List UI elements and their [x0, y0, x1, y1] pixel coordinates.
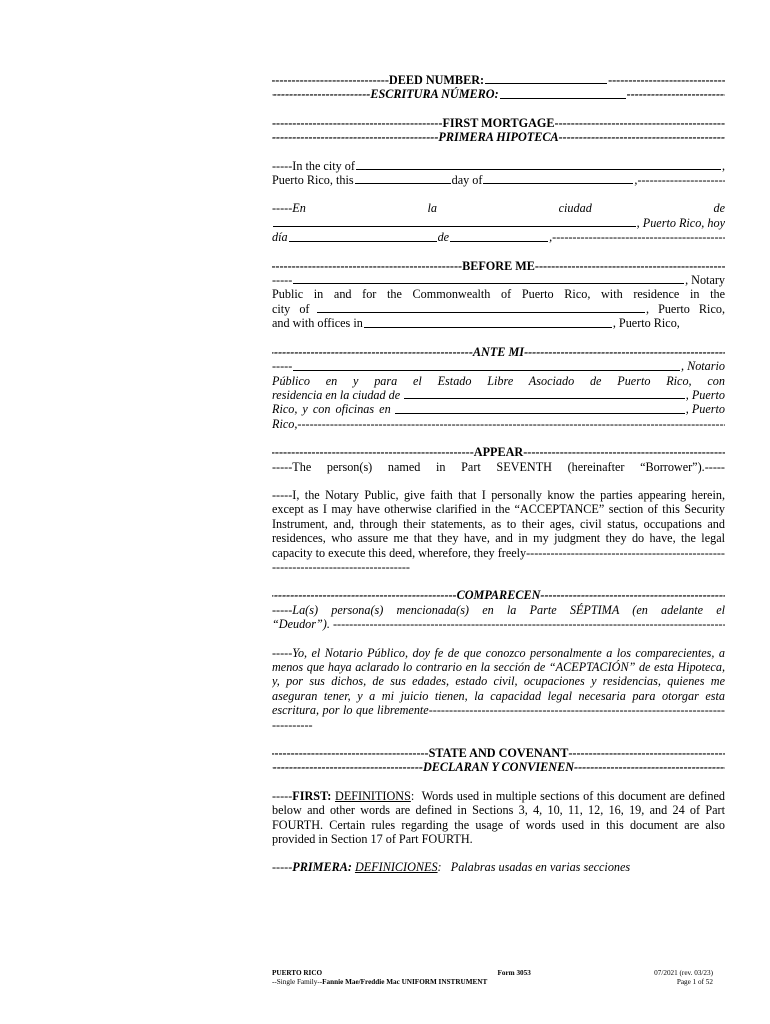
definitions-title: DEFINITIONS [335, 788, 411, 803]
ante-mi-line1: ----- , Notario [272, 359, 725, 374]
city-es-line1: -----En la ciudad de [272, 201, 725, 216]
before-me-line4: and with offices in , Puerto Rico, [272, 316, 680, 331]
day-blank[interactable] [355, 173, 451, 184]
city-en-line1: -----In the city of , [272, 158, 725, 173]
ante-mi-line2: Público en y para el Estado Libre Asociado de Puerto Rico, con [272, 373, 725, 388]
declaran-convienen-heading: ----- DECLARAN Y CONVIENEN ----- [272, 760, 725, 774]
ante-mi-line3: residencia en la ciudad de , Puerto [272, 387, 725, 402]
footer-page-number: Page 1 of 52 [676, 978, 713, 986]
comparecen-paragraph: -----Yo, el Notario Público, doy fe de que conozco personalmente a los comparecientes, a menos que haya aclarado lo contrario en la sección de “ACEPTACIÓN” de esta Hipoteca, y, por sus dichos, de sus edades, estado civil, ocupaciones y residencias, quienes me aseguran tener, y a mi juicio tienen, la capacidad legal necesaria para otorgar esta escritura, por lo que libremente----------------------------------------------------------------------------------- [272, 645, 725, 732]
footer-instrument: --Single Family--Fannie Mae/Freddie Mac UNIFORM INSTRUMENT [272, 978, 488, 986]
deed-body [272, 73, 725, 875]
first-definitions-paragraph: -----FIRST: DEFINITIONS: Words used in multiple sections of this document are defined below and other words are defined in Sections 3, 4, 10, 11, 12, 16, 19, and 24 of Part FOURTH. Certain rules regarding the usage of words used in this document are also provided in Section 17 of Part FOURTH. [272, 788, 726, 846]
appear-heading: ----- APPEAR ----- [272, 445, 725, 459]
ciudad-blank[interactable] [273, 216, 636, 227]
definiciones-title: DEFINICIONES [354, 860, 438, 875]
ante-mi-line4: Rico, y con oficinas en , Puerto [272, 402, 725, 417]
notary-name-blank[interactable] [293, 273, 684, 284]
comparecen-heading: ----- COMPARECEN ----- [272, 588, 725, 602]
appear-paragraph: -----I, the Notary Public, give faith that I personally know the parties appearing herein, except as I may have otherwise clarified in the “ACCEPTANCE” section of this Security Instrument, and, through their statements, as to their ages, civil status, occupations and residences, who assure me that they have, and in my judgment they do have, the legal capacity to execute this deed, wherefore, they freely----------------------------------------------------------------------------------- [272, 487, 725, 574]
comparecen-line2: “Deudor”). ----- [272, 617, 725, 631]
ante-mi-heading: ----- ANTE MI ----- [272, 345, 725, 359]
notary-residence-blank[interactable] [317, 302, 644, 313]
primera-definiciones-paragraph: -----PRIMERA: DEFINICIONES: Palabras usadas en varias secciones [272, 860, 631, 875]
notario-nombre-blank[interactable] [293, 359, 680, 370]
footer-date: 07/2021 (rev. 03/23) [654, 969, 713, 977]
city-blank[interactable] [356, 159, 721, 170]
city-es-line3: día de , ----- [272, 230, 725, 244]
notary-office-blank[interactable] [364, 316, 612, 327]
month-blank[interactable] [483, 173, 633, 184]
mes-blank[interactable] [450, 230, 548, 241]
deed-number-blank[interactable] [485, 73, 607, 84]
primera-hipoteca-heading: ----- PRIMERA HIPOTECA ----- [272, 130, 725, 144]
escritura-numero-label: ESCRITURA NÚMERO: [370, 87, 499, 102]
footer-form: Form 3053 [497, 969, 531, 977]
before-me-line3: city of , Puerto Rico, [272, 301, 725, 316]
deed-number-line [272, 73, 725, 87]
city-en-line2: Puerto Rico, this day of , ----- [272, 173, 725, 187]
before-me-line1: ----- , Notary [272, 273, 725, 288]
escritura-numero-line [272, 87, 725, 101]
escritura-numero-blank[interactable] [500, 87, 626, 98]
notario-residencia-blank[interactable] [404, 388, 685, 399]
before-me-heading: ----- BEFORE ME ----- [272, 259, 725, 273]
deed-number-label: DEED NUMBER: [388, 73, 485, 87]
state-covenant-heading: ----- STATE AND COVENANT ----- [272, 746, 725, 760]
comparecen-line1: -----La(s) persona(s) mencionada(s) en la Parte SÉPTIMA (en adelante el [272, 602, 725, 617]
page-footer [272, 969, 713, 987]
first-mortgage-heading: ----- FIRST MORTGAGE ----- [272, 116, 725, 130]
appear-borrower-line: -----The person(s) named in Part SEVENTH (hereinafter “Borrower”).----- [272, 459, 725, 474]
dia-blank[interactable] [289, 230, 437, 241]
footer-state: PUERTO RICO [272, 969, 323, 977]
notario-oficinas-blank[interactable] [395, 402, 685, 413]
city-es-line2: , Puerto Rico, hoy [272, 216, 725, 230]
ante-mi-line5: Rico, ----- [272, 417, 725, 431]
before-me-line2: Public in and for the Commonwealth of Puerto Rico, with residence in the [272, 287, 725, 302]
